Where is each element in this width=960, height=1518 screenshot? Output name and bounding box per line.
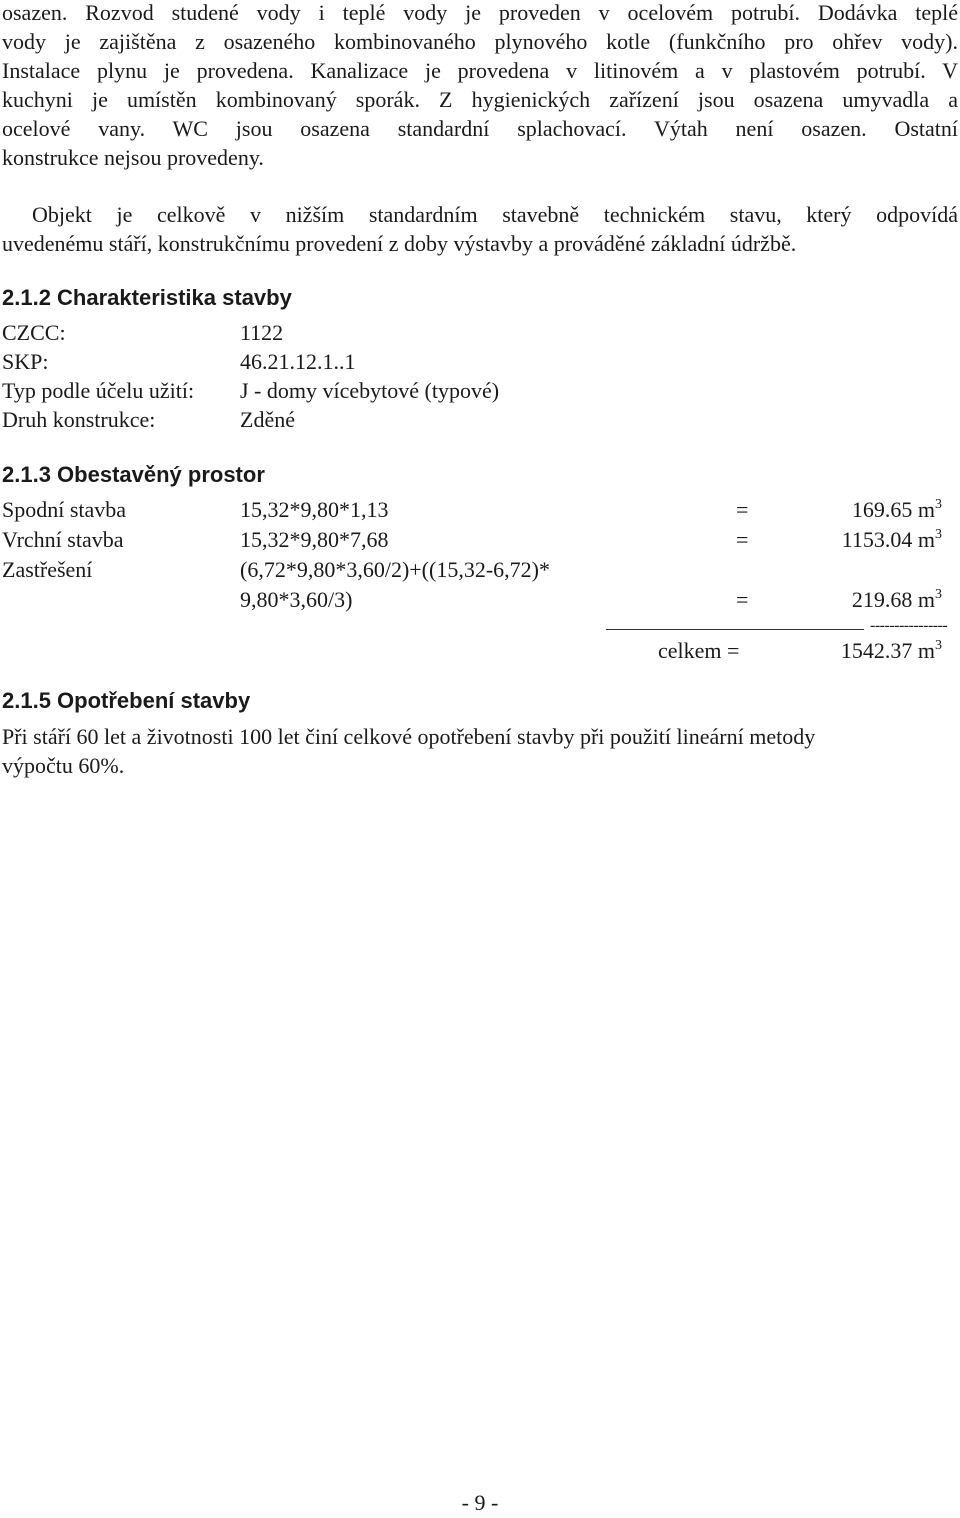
characteristic-label: SKP: [2,349,49,374]
characteristic-value: J - domy vícebytové (typové) [240,378,500,403]
text-line: uvedenému stáří, konstrukčnímu provedení z doby výstavby a prováděné základní údržbě. [2,231,797,256]
volume-result: 219.68 $m^3$ [851,587,942,612]
equals-sign: = [736,497,749,522]
section-heading-obestaveny-prostor: 2.1.3 Obestavěný prostor [2,462,265,487]
intro-paragraph-2 [2,200,958,258]
volume-table [2,495,958,667]
total-label: celkem = [658,638,740,663]
text-line: výpočtu 60%. [2,753,125,778]
volume-label: Spodní stavba [2,497,127,522]
characteristic-row [2,376,958,405]
volume-expression: 15,32*9,80*1,13 [240,497,389,522]
text-line: Objekt je celkově v nižším standardním stavebně technickém stavu, který odpovídá [32,202,958,227]
volume-row [2,555,958,585]
text-line: kuchyni je umístěn kombinovaný sporák. Z hygienických zařízení jsou osazena umyvadla a [2,87,958,112]
section-heading-charakteristika: 2.1.2 Charakteristika stavby [2,285,292,310]
dash-separator: ---------------- [870,617,948,634]
total-value: 1542.37 $m^3$ [840,638,942,663]
characteristics-list [2,318,958,434]
characteristic-label: CZCC: [2,320,66,345]
text-line: osazen. Rozvod studené vody i teplé vody je proveden v ocelovém potrubí. Dodávka teplé [2,0,958,25]
volume-label: Vrchní stavba [2,527,124,552]
intro-paragraph-1 [2,0,958,172]
characteristic-value: Zděné [240,407,295,432]
volume-result: 1153.04 $m^3$ [841,527,942,552]
volume-expression: 15,32*9,80*7,68 [240,527,389,552]
text-line: Při stáří 60 let a životnosti 100 let činí celkové opotřebení stavby při použití lineární metody [2,724,816,749]
text-line: ocelové vany. WC jsou osazena standardní splachovací. Výtah není osazen. Ostatní [2,116,958,141]
volume-expression: (6,72*9,80*3,60/2)+((15,32-6,72)* [240,557,550,582]
volume-label: Zastřešení [2,557,93,582]
volume-row [2,585,958,615]
volume-total-row [2,636,958,666]
characteristic-row [2,347,958,376]
sum-separator [2,615,958,637]
page-number: - 9 - [461,1490,499,1515]
section-heading-opotrebeni: 2.1.5 Opotřebení stavby [2,688,251,713]
volume-row [2,495,958,525]
characteristic-value: 46.21.12.1..1 [240,349,356,374]
volume-row [2,525,958,555]
separator-line [606,629,864,630]
characteristic-row [2,318,958,347]
characteristic-label: Druh konstrukce: [2,407,156,432]
text-line: vody je zajištěna z osazeného kombinovaného plynového kotle (funkčního pro ohřev vody). [2,29,958,54]
characteristic-row [2,405,958,434]
volume-result: 169.65 $m^3$ [851,497,942,522]
volume-expression: 9,80*3,60/3) [240,587,353,612]
equals-sign: = [736,587,749,612]
wear-paragraph [2,722,958,780]
characteristic-label: Typ podle účelu užití: [2,378,195,403]
equals-sign: = [736,527,749,552]
characteristic-value: 1122 [240,320,284,345]
text-line: konstrukce nejsou provedeny. [2,145,264,170]
text-line: Instalace plynu je provedena. Kanalizace je provedena v litinovém a v plastovém potrubí. V [2,58,958,83]
